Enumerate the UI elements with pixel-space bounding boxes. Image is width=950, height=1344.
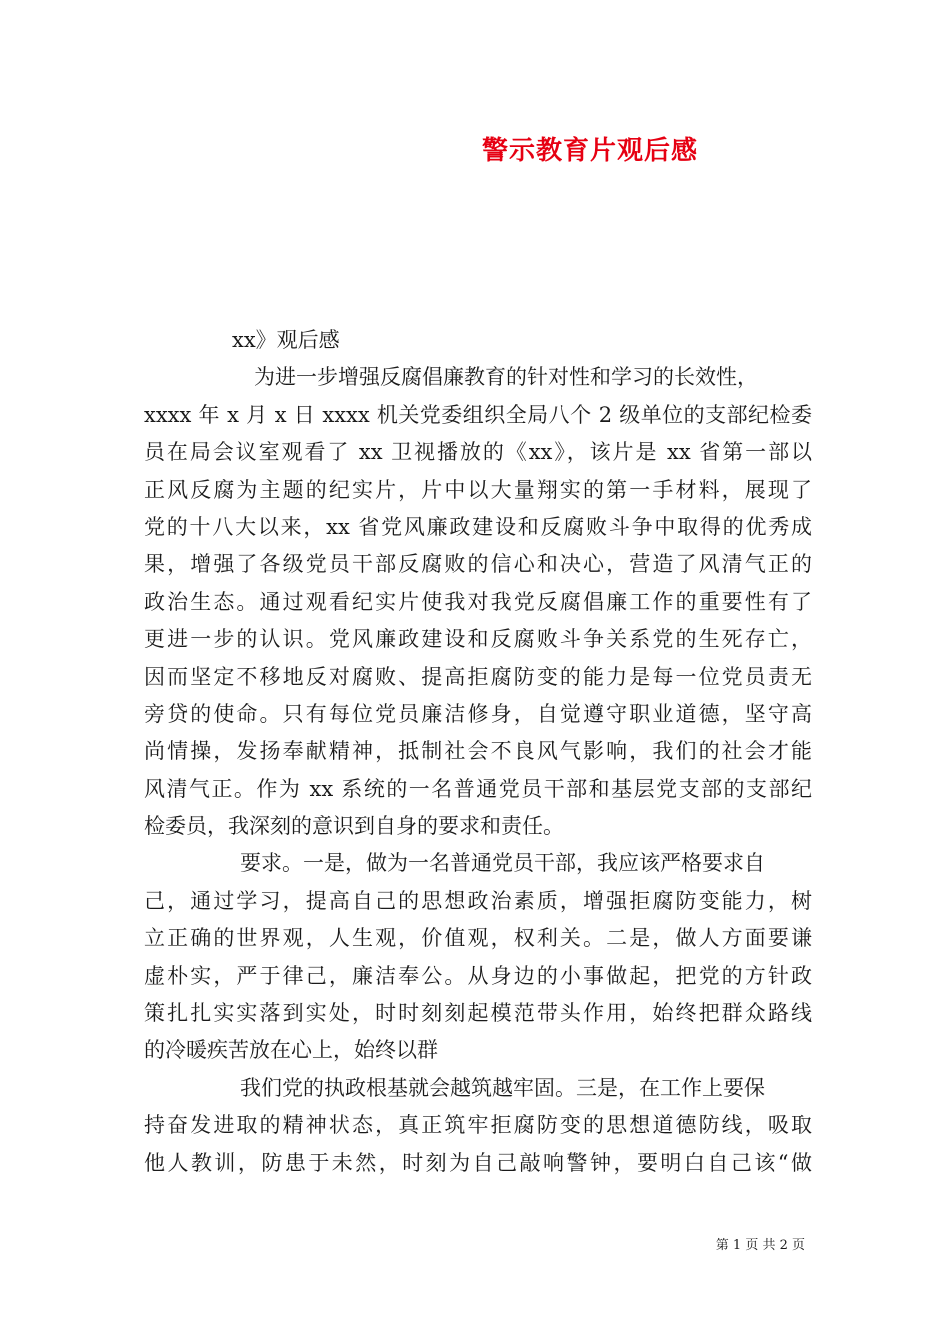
paragraph1-line: xxxx 年 x 月 x 日 xxxx 机关党委组织全局八个 2 级单位的支部纪检委 <box>144 402 812 427</box>
document-subtitle: xx》观后感 <box>232 328 340 352</box>
paragraph1-line: 风清气正。作为 xx 系统的一名普通党员干部和基层党支部的支部纪 <box>144 776 812 801</box>
paragraph2-line: 虚朴实，严于律己，廉洁奉公。从身边的小事做起，把党的方针政 <box>144 963 812 988</box>
paragraph1-line: 检委员，我深刻的意识到自身的要求和责任。 <box>144 814 564 839</box>
paragraph1-line: 因而坚定不移地反对腐败、提高拒腐防变的能力是每一位党员责无 <box>144 664 812 689</box>
paragraph1-line: 旁贷的使命。只有每位党员廉洁修身，自觉遵守职业道德，坚守高 <box>144 701 812 726</box>
document-body <box>144 322 812 1182</box>
document-title: 警示教育片观后感 <box>481 136 698 166</box>
paragraph1-line: 果，增强了各级党员干部反腐败的信心和决心，营造了风清气正的 <box>144 552 812 577</box>
paragraph1-line: 党的十八大以来，xx 省党风廉政建设和反腐败斗争中取得的优秀成 <box>144 514 812 539</box>
paragraph1-line: 正风反腐为主题的纪实片，片中以大量翔实的第一手材料，展现了 <box>144 477 812 502</box>
page-number-footer: 第 1 页 共 2 页 <box>715 1238 805 1253</box>
paragraph1-line: 员在局会议室观看了 xx 卫视播放的《xx》，该片是 xx 省第一部以 <box>144 440 812 465</box>
paragraph2-line: 己，通过学习，提高自己的思想政治素质，增强拒腐防变能力，树 <box>144 888 812 913</box>
paragraph2-line: 要求。一是，做为一名普通党员干部，我应该严格要求自 <box>240 851 765 876</box>
paragraph3-line: 持奋发进取的精神状态，真正筑牢拒腐防变的思想道德防线，吸取 <box>144 1113 812 1138</box>
paragraph1-line: 为进一步增强反腐倡廉教育的针对性和学习的长效性， <box>254 365 758 390</box>
paragraph1-line: 政治生态。通过观看纪实片使我对我党反腐倡廉工作的重要性有了 <box>144 589 812 614</box>
paragraph1-line: 尚情操，发扬奉献精神，抵制社会不良风气影响，我们的社会才能 <box>144 739 812 764</box>
paragraph3-line: 他人教训，防患于未然，时刻为自己敲响警钟，要明白自己该“做 <box>144 1150 812 1175</box>
paragraph3-line: 我们党的执政根基就会越筑越牢固。三是，在工作上要保 <box>240 1075 765 1100</box>
paragraph2-line: 策扎扎实实落到实处，时时刻刻起模范带头作用，始终把群众路线 <box>144 1001 812 1026</box>
paragraph2-line: 立正确的世界观，人生观，价值观，权利关。二是，做人方面要谦 <box>144 926 812 951</box>
paragraph2-line: 的冷暖疾苦放在心上，始终以群 <box>144 1038 438 1063</box>
paragraph1-line: 更进一步的认识。党风廉政建设和反腐败斗争关系党的生死存亡， <box>144 627 812 652</box>
